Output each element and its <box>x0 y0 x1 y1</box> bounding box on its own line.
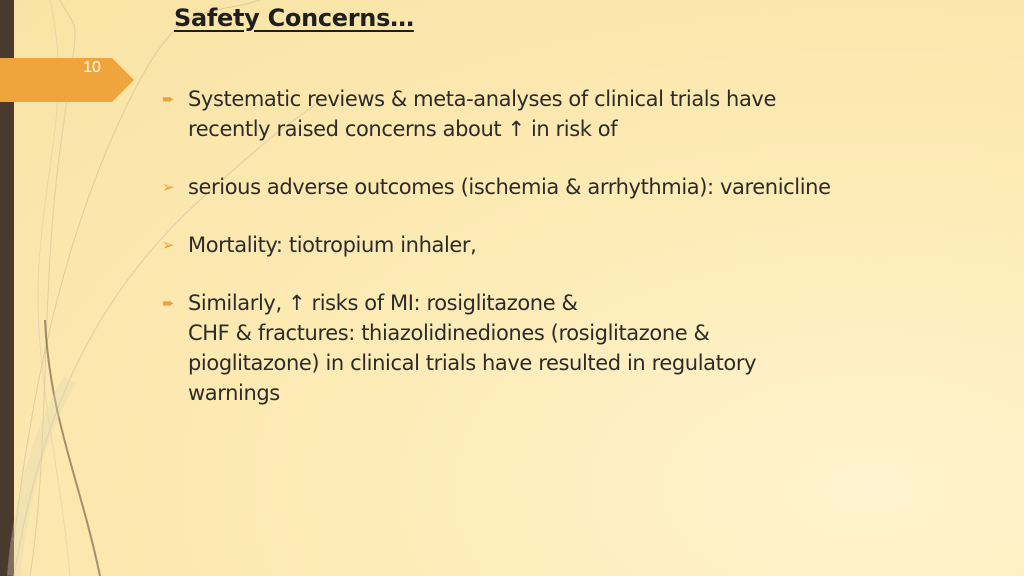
chevron-arrow-icon: ➢ <box>162 236 175 254</box>
arrow-pointer-icon: ➨ <box>162 294 175 312</box>
slide-title: Safety Concerns… <box>174 4 414 32</box>
bullet-item: ➢ serious adverse outcomes (ischemia & arrhythmia): varenicline <box>160 172 1010 202</box>
bullet-item: ➨ Systematic reviews & meta-analyses of clinical trials have recently raised concerns about ↑ in risk of <box>160 84 1010 144</box>
bullet-item: ➢ Mortality: tiotropium inhaler, <box>160 230 1010 260</box>
arrow-pointer-icon: ➨ <box>162 90 175 108</box>
slide-number-tab <box>0 58 134 102</box>
bullet-item: ➨ Similarly, ↑ risks of MI: rosiglitazone & CHF & fractures: thiazolidinediones (rosiglitazone & pioglitazone) in clinical trials have resulted in regulatory warnings <box>160 288 1010 408</box>
slide-number: 10 <box>83 59 101 76</box>
bullet-list <box>160 84 1010 436</box>
chevron-arrow-icon: ➢ <box>162 178 175 196</box>
